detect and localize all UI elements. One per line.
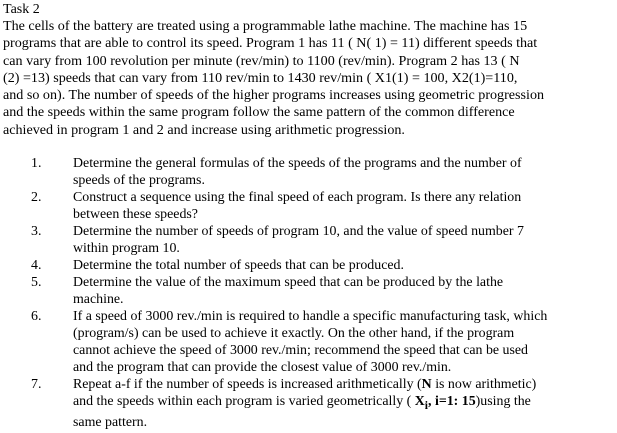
task-line: same pattern. [73, 414, 148, 430]
document [3, 0, 615, 430]
task-line: Determine the total number of speeds that can be produced. [73, 258, 404, 273]
task-number: 2. [31, 190, 42, 205]
intro-line: achieved in program 1 and 2 and increase using arithmetic progression. [3, 121, 405, 138]
task-text [73, 223, 613, 257]
task-number: 1. [31, 156, 42, 171]
task-line: Determine the value of the maximum speed that can be produced by the lathe [73, 275, 504, 290]
task-line: speeds of the programs. [73, 173, 205, 188]
task-number: 6. [31, 309, 42, 324]
intro-line: and so on). The number of speeds of the higher programs increases using geometric progression [3, 87, 545, 104]
intro-line: programs that are able to control its speed. Program 1 has 11 ( N( 1) = 11) different speeds that [3, 35, 538, 52]
task-text-run: Repeat a-f if the number of speeds is increased arithmetically ( [73, 377, 422, 392]
document-title: Task 2 [3, 2, 40, 17]
intro-line: and the speeds within the same program follow the same pattern of the common difference [3, 104, 515, 121]
task-item [3, 189, 615, 223]
task-text [73, 155, 613, 189]
task-line: within program 10. [73, 241, 180, 256]
task-text-run: and the speeds within each program is varied geometrically ( [73, 394, 415, 409]
task-text [73, 257, 613, 274]
task-item [3, 376, 615, 431]
task-text-run: is now arithmetic) [431, 377, 537, 392]
task-text-subscript: i [424, 398, 429, 412]
intro-line: can vary from 100 revolution per minute (rev/min) to 1100 (rev/min). Program 2 has 13 ( N [3, 52, 520, 69]
task-item [3, 155, 615, 189]
task-text [73, 274, 613, 308]
task-item [3, 257, 615, 274]
task-line: Construct a sequence using the final speed of each program. Is there any relation [73, 190, 522, 205]
task-text [73, 376, 613, 431]
task-line: and the program that can provide the closest value of 3000 rev./min. [73, 360, 452, 375]
task-line [73, 377, 536, 392]
task-text-run: )using the [475, 394, 531, 409]
task-number: 3. [31, 224, 42, 239]
task-line: If a speed of 3000 rev./min is required to handle a specific manufacturing task, which [73, 309, 548, 324]
task-text [73, 308, 613, 376]
task-number: 5. [31, 275, 42, 290]
task-text-bold: N [421, 377, 432, 392]
task-line: machine. [73, 292, 124, 307]
task-item [3, 274, 615, 308]
intro-line: (2) =13) speeds that can vary from 110 rev/min to 1430 rev/min ( X1(1) = 100, X2(1)=110, [3, 69, 518, 86]
task-text-bold: X [414, 394, 425, 409]
task-line: cannot achieve the speed of 3000 rev./min; recommend the speed that can be used [73, 343, 529, 358]
task-line: (program/s) can be used to achieve it exactly. On the other hand, if the program [73, 326, 515, 341]
task-number: 7. [31, 377, 42, 392]
task-line: Determine the general formulas of the speeds of the programs and the number of [73, 156, 522, 171]
task-line: between these speeds? [73, 207, 198, 222]
task-line [73, 394, 531, 412]
task-list [3, 155, 615, 431]
task-text [73, 189, 613, 223]
task-text-bold: , i=1: 15 [428, 394, 476, 409]
task-number: 4. [31, 258, 42, 273]
task-line: Determine the number of speeds of program 10, and the value of speed number 7 [73, 224, 524, 239]
task-item [3, 308, 615, 376]
intro-line: The cells of the battery are treated using a programmable lathe machine. The machine has 15 [3, 18, 528, 34]
intro-paragraph [3, 18, 615, 139]
task-item [3, 223, 615, 257]
